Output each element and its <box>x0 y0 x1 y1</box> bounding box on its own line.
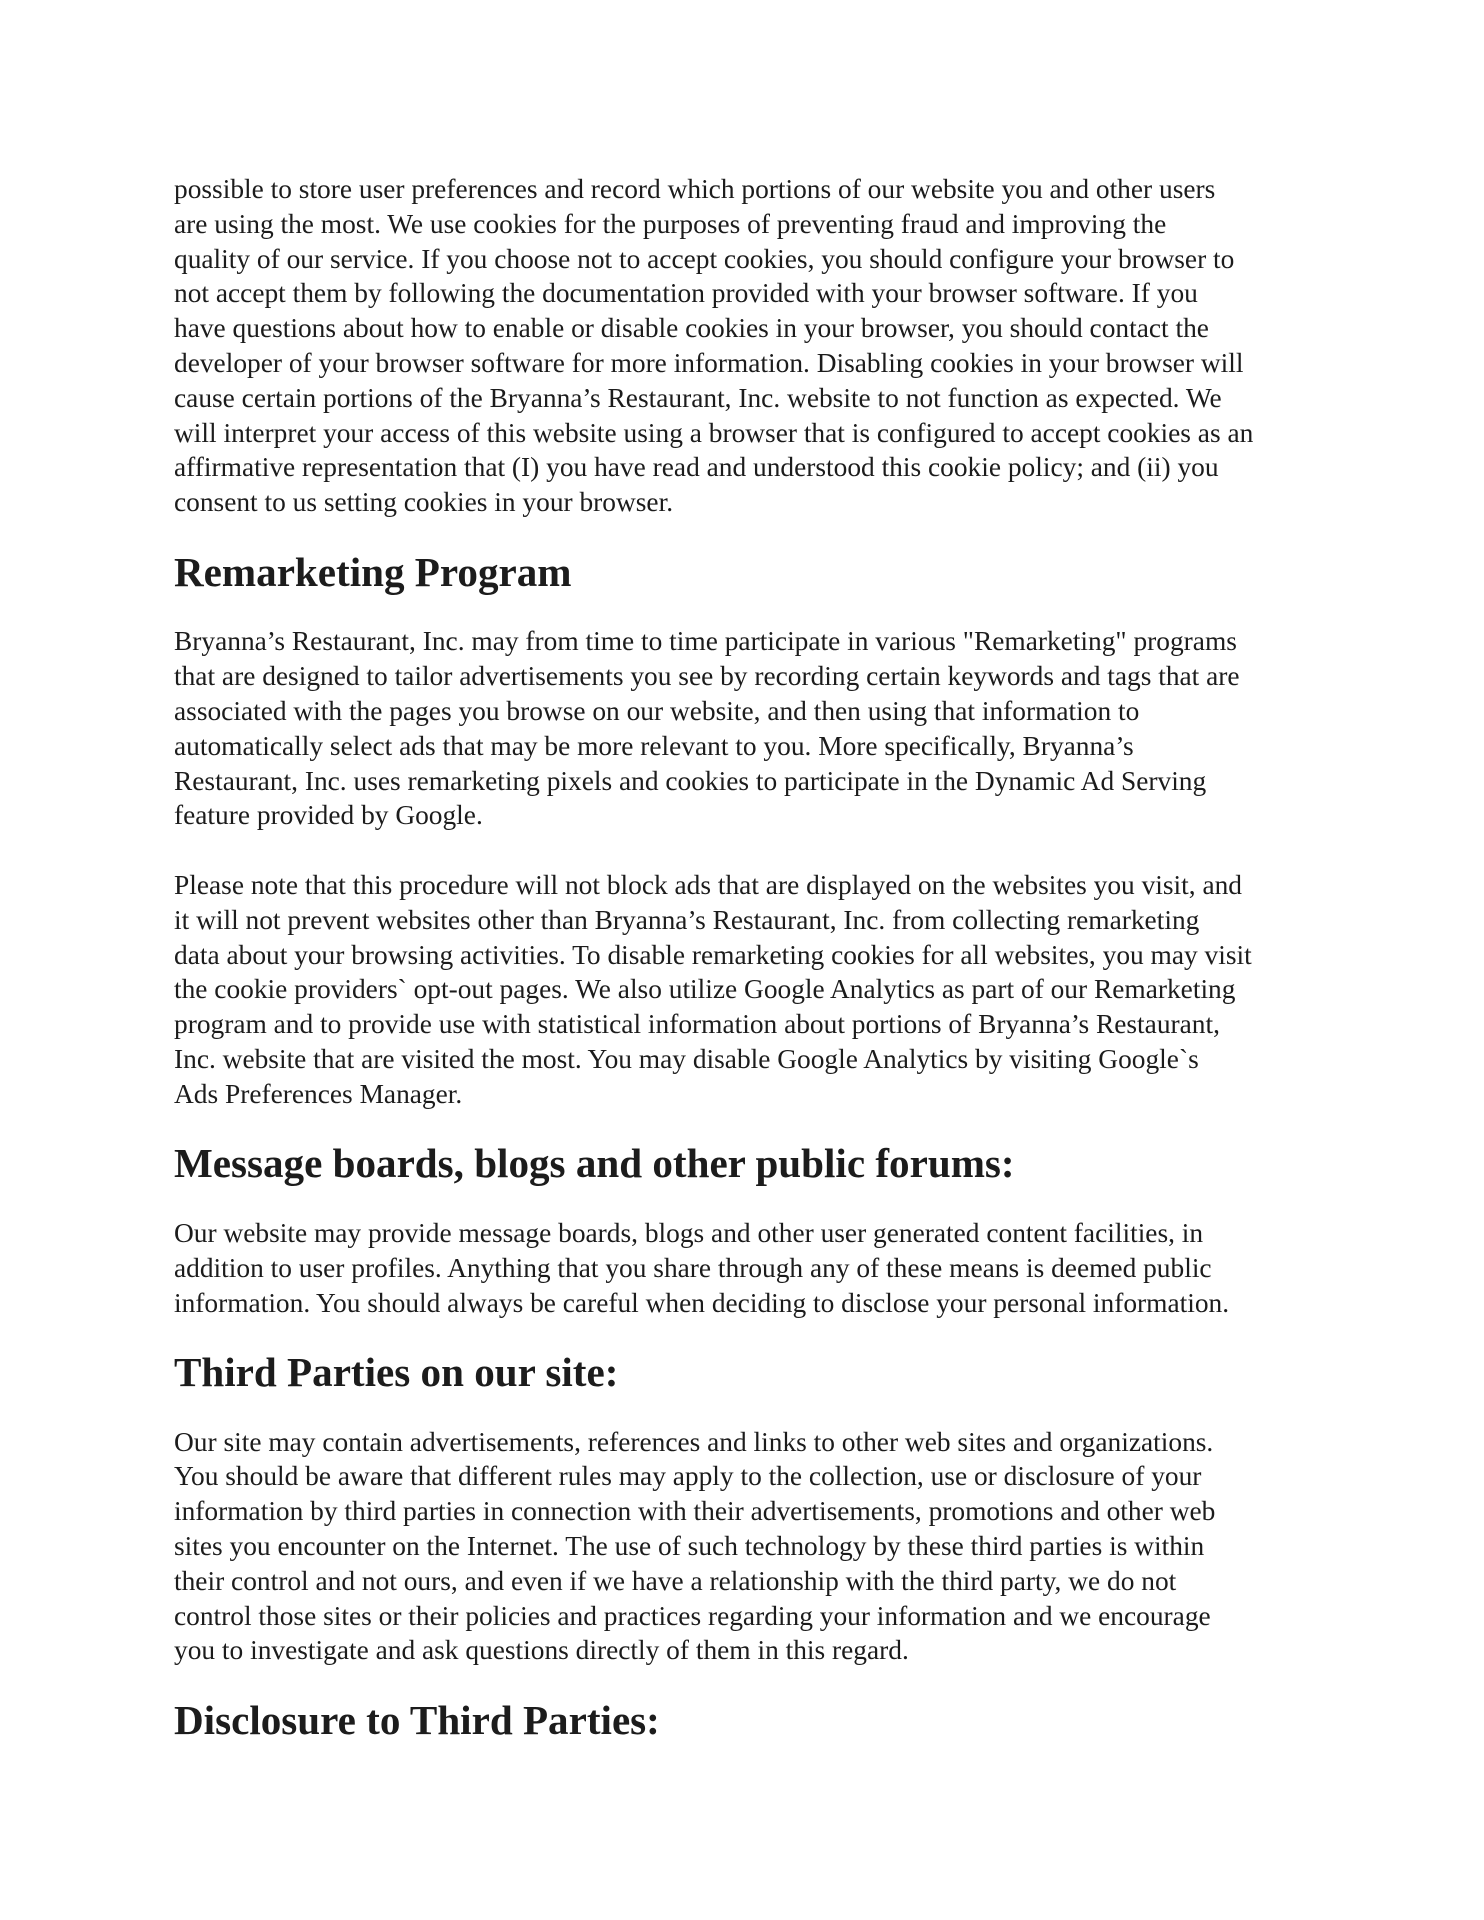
text-line: possible to store user preferences and record which portions of our website you and other users <box>174 174 1216 204</box>
text-line: information by third parties in connection with their advertisements, promotions and other web <box>174 1496 1216 1527</box>
text-line: developer of your browser software for more information. Disabling cookies in your browser will <box>174 347 1244 378</box>
third-parties-paragraph <box>174 1425 1324 1669</box>
forums-heading: Message boards, blogs and other public forums: <box>174 1140 1015 1187</box>
paragraph-spacer <box>174 590 1324 625</box>
text-line: data about your browsing activities. To disable remarketing cookies for all websites, you may visit <box>174 939 1252 970</box>
paragraph-spacer <box>174 833 1324 868</box>
text-line: associated with the pages you browse on our website, and then using that information to <box>174 695 1140 726</box>
text-line: will interpret your access of this website using a browser that is configured to accept cookies as an <box>174 417 1254 448</box>
forums-paragraph <box>174 1216 1324 1320</box>
text-line: quality of our service. If you choose not to accept cookies, you should configure your browser to <box>174 243 1235 274</box>
text-line: information. You should always be careful when deciding to disclose your personal information. <box>174 1287 1230 1318</box>
text-line: control those sites or their policies and practices regarding your information and we encourage <box>174 1600 1211 1631</box>
disclosure-heading: Disclosure to Third Parties: <box>174 1697 660 1744</box>
text-line: consent to us setting cookies in your browser. <box>174 487 674 518</box>
third-parties-heading: Third Parties on our site: <box>174 1349 619 1396</box>
text-line: automatically select ads that may be more relevant to you. More specifically, Bryanna’s <box>174 730 1134 761</box>
document-body <box>174 172 1324 1744</box>
paragraph-spacer <box>174 1390 1324 1425</box>
text-line: their control and not ours, and even if we have a relationship with the third party, we do not <box>174 1565 1177 1596</box>
text-line: program and to provide use with statistical information about portions of Bryanna’s Restaurant, <box>174 1009 1220 1040</box>
text-line: Our website may provide message boards, blogs and other user generated content facilities, in <box>174 1217 1204 1248</box>
text-line: Bryanna’s Restaurant, Inc. may from time to time participate in various "Remarketing" programs <box>174 626 1237 657</box>
text-line: Inc. website that are visited the most. You may disable Google Analytics by visiting Google`s <box>174 1043 1199 1074</box>
text-line: Restaurant, Inc. uses remarketing pixels and cookies to participate in the Dynamic Ad Serving <box>174 765 1207 796</box>
text-line: affirmative representation that (I) you have read and understood this cookie policy; and (ii) you <box>174 452 1219 483</box>
text-line: it will not prevent websites other than Bryanna’s Restaurant, Inc. from collecting remarketing <box>174 904 1200 935</box>
remarketing-paragraph-2 <box>174 868 1324 1112</box>
text-line: not accept them by following the documentation provided with your browser software. If you <box>174 278 1198 309</box>
paragraph-spacer <box>174 1181 1324 1216</box>
text-line: addition to user profiles. Anything that you share through any of these means is deemed public <box>174 1252 1212 1283</box>
text-line: are using the most. We use cookies for the purposes of preventing fraud and improving the <box>174 208 1167 239</box>
cookie-paragraph <box>174 172 1324 520</box>
text-line: You should be aware that different rules may apply to the collection, use or disclosure of your <box>174 1461 1202 1492</box>
text-line: Our site may contain advertisements, references and links to other web sites and organizations. <box>174 1426 1214 1457</box>
text-line: cause certain portions of the Bryanna’s Restaurant, Inc. website to not function as expected. We <box>174 382 1222 413</box>
text-line: the cookie providers` opt-out pages. We also utilize Google Analytics as part of our Remarketing <box>174 974 1236 1005</box>
text-line: that are designed to tailor advertisements you see by recording certain keywords and tags that are <box>174 661 1240 692</box>
text-line: Please note that this procedure will not block ads that are displayed on the websites you visit, and <box>174 869 1242 900</box>
text-line: feature provided by Google. <box>174 800 483 831</box>
remarketing-paragraph-1 <box>174 624 1324 833</box>
text-line: you to investigate and ask questions directly of them in this regard. <box>174 1635 909 1666</box>
text-line: sites you encounter on the Internet. The use of such technology by these third parties is within <box>174 1531 1205 1562</box>
text-line: have questions about how to enable or disable cookies in your browser, you should contact the <box>174 313 1209 344</box>
remarketing-heading: Remarketing Program <box>174 548 572 595</box>
text-line: Ads Preferences Manager. <box>174 1078 463 1109</box>
